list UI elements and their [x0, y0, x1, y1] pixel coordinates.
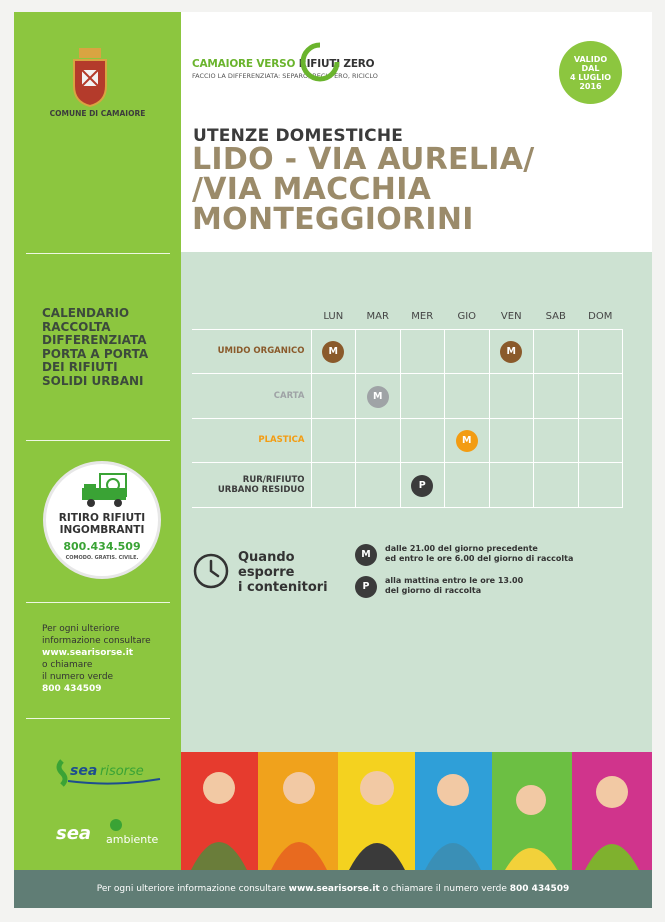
day-header: SAB — [545, 310, 566, 322]
ritiro-ingombranti-badge — [43, 461, 161, 579]
calendar-cell — [356, 418, 401, 463]
badge-m: M — [355, 544, 377, 566]
calendar-cell — [311, 418, 356, 463]
day-header: MER — [411, 310, 434, 322]
people-silhouettes — [181, 752, 652, 870]
waste-type-line: UMIDO ORGANICO — [217, 346, 305, 357]
footer-phone: 800 434509 — [509, 884, 570, 894]
svg-text:sea: sea — [56, 823, 92, 844]
calendar-cell — [445, 463, 490, 508]
waste-type-line: URBANO RESIDUO — [217, 484, 305, 495]
quando-line: Quando — [238, 550, 295, 565]
calendario-line: CALENDARIO — [42, 306, 130, 320]
quando-line: esporre — [238, 565, 295, 580]
waste-type-label — [192, 463, 311, 508]
area-title-line: LIDO - VIA AURELIA/ — [192, 142, 535, 177]
collection-badge: M — [456, 430, 478, 452]
calendar-cell — [578, 374, 623, 419]
info-text — [42, 623, 178, 695]
ritiro-tagline: COMODO. GRATIS. CIVILE. — [65, 555, 139, 561]
calendar-cell — [489, 374, 534, 419]
collection-badge: M — [500, 341, 522, 363]
day-header: GIO — [457, 310, 477, 322]
calendar-corner — [192, 304, 311, 329]
people-photo-strip — [181, 752, 652, 870]
poster — [14, 12, 652, 908]
brand-title — [192, 58, 378, 70]
note-line: del giorno di raccolta — [385, 586, 482, 595]
badge-p: P — [355, 576, 377, 598]
calendar-row — [192, 329, 623, 374]
calendar-row — [192, 463, 623, 508]
waste-type-label — [192, 329, 311, 374]
info-line: o chiamare — [42, 660, 93, 670]
info-line: il numero verde — [42, 672, 114, 682]
calendar-row — [192, 418, 623, 463]
calendar-cell — [578, 463, 623, 508]
day-header: LUN — [323, 310, 344, 322]
day-header: MAR — [366, 310, 389, 322]
brand-part: RIFIUTI ZERO — [298, 58, 375, 70]
calendar-cell — [356, 329, 401, 374]
info-phone: 800 434509 — [42, 684, 102, 694]
ritiro-title — [46, 512, 158, 536]
clock-icon — [192, 552, 230, 590]
collection-calendar — [192, 304, 623, 508]
calendar-cell — [400, 329, 445, 374]
quando-title — [238, 550, 328, 595]
valido-line: VALIDO — [573, 55, 608, 64]
truck-icon — [80, 472, 132, 510]
calendar-cell — [578, 329, 623, 374]
calendario-title — [42, 307, 177, 388]
divider — [26, 718, 170, 719]
collection-badge: P — [411, 475, 433, 497]
valido-line: DAL — [581, 64, 600, 73]
calendar-cell — [534, 374, 579, 419]
calendar-cell — [534, 418, 579, 463]
valido-line: 2016 — [579, 82, 602, 91]
recycle-swirl-icon — [300, 42, 340, 84]
calendar-cell — [489, 329, 534, 374]
collection-badge: M — [367, 386, 389, 408]
note-text — [385, 544, 573, 564]
calendar-header-row — [192, 304, 623, 329]
info-website: www.searisorse.it — [42, 648, 134, 658]
area-title-line: /VIA MACCHIA — [192, 172, 432, 207]
ritiro-title-line: INGOMBRANTI — [59, 524, 145, 536]
brand-subtitle: FACCIO LA DIFFERENZIATA: SEPARO, RECUPERO, RICICLO — [192, 72, 378, 80]
info-line: informazione consultare — [42, 636, 151, 646]
calendar-cell — [445, 329, 490, 374]
calendar-cell — [489, 463, 534, 508]
brand — [192, 58, 378, 80]
comune-label: COMUNE DI CAMAIORE — [49, 109, 146, 118]
brand-part: CAMAIORE VERSO — [192, 58, 299, 70]
calendar-cell — [356, 463, 401, 508]
calendar-cell — [578, 418, 623, 463]
calendar-row — [192, 374, 623, 419]
waste-type-label — [192, 374, 311, 419]
utenze-heading: UTENZE DOMESTICHE — [193, 126, 404, 146]
calendar-cell — [445, 374, 490, 419]
valido-line: 4 LUGLIO — [569, 73, 612, 82]
calendario-line: PORTA A PORTA — [42, 346, 149, 361]
calendar-cell — [534, 463, 579, 508]
calendar-cell — [445, 418, 490, 463]
area-title-line: MONTEGGIORINI — [192, 202, 474, 237]
svg-text:ambiente: ambiente — [106, 833, 159, 846]
waste-type-line: PLASTICA — [258, 435, 305, 446]
note-line: ed entro le ore 6.00 del giorno di raccolta — [385, 554, 574, 563]
comune-crest-icon — [70, 46, 110, 108]
waste-type-line: RUR/RIFIUTO — [242, 474, 305, 485]
calendario-line: DIFFERENZIATA — [42, 333, 147, 347]
svg-text:risorse: risorse — [100, 764, 144, 779]
quando-line: i contenitori — [238, 580, 328, 595]
area-title — [192, 142, 535, 237]
calendar-cell — [534, 329, 579, 374]
sea-ambiente-logo — [54, 815, 164, 851]
calendar-cell — [311, 329, 356, 374]
waste-type-line: CARTA — [273, 390, 305, 401]
ritiro-number: 800.434.509 — [63, 540, 141, 553]
footer-bar — [14, 870, 652, 908]
calendario-line: DEI RIFIUTI — [42, 360, 118, 374]
calendar-cell — [400, 463, 445, 508]
note-line: alla mattina entro le ore 13.00 — [385, 576, 524, 585]
calendar-cell — [489, 418, 534, 463]
calendar-cell — [400, 374, 445, 419]
footer-text: o chiamare il numero verde — [379, 884, 510, 894]
day-header: DOM — [588, 310, 613, 322]
svg-text:sea: sea — [70, 763, 98, 779]
calendar-cell — [311, 463, 356, 508]
footer-website[interactable]: www.searisorse.it — [288, 884, 380, 894]
calendar-cell — [311, 374, 356, 419]
valido-badge — [559, 41, 622, 104]
calendar-cell — [356, 374, 401, 419]
waste-type-label — [192, 418, 311, 463]
calendario-line: RACCOLTA — [42, 319, 111, 334]
calendario-line: SOLIDI URBANI — [42, 373, 144, 388]
ritiro-title-line: RITIRO RIFIUTI — [58, 512, 146, 524]
collection-badge: M — [322, 341, 344, 363]
day-header: VEN — [500, 310, 522, 322]
note-text — [385, 576, 523, 596]
divider — [26, 253, 170, 254]
info-line: Per ogni ulteriore — [42, 624, 120, 634]
left-sidebar — [14, 12, 181, 870]
divider — [26, 440, 170, 441]
calendar-cell — [400, 418, 445, 463]
divider — [26, 602, 170, 603]
footer-text: Per ogni ulteriore informazione consultare — [96, 884, 289, 894]
sea-risorse-logo — [54, 757, 164, 787]
note-line: dalle 21.00 del giorno precedente — [385, 544, 538, 553]
